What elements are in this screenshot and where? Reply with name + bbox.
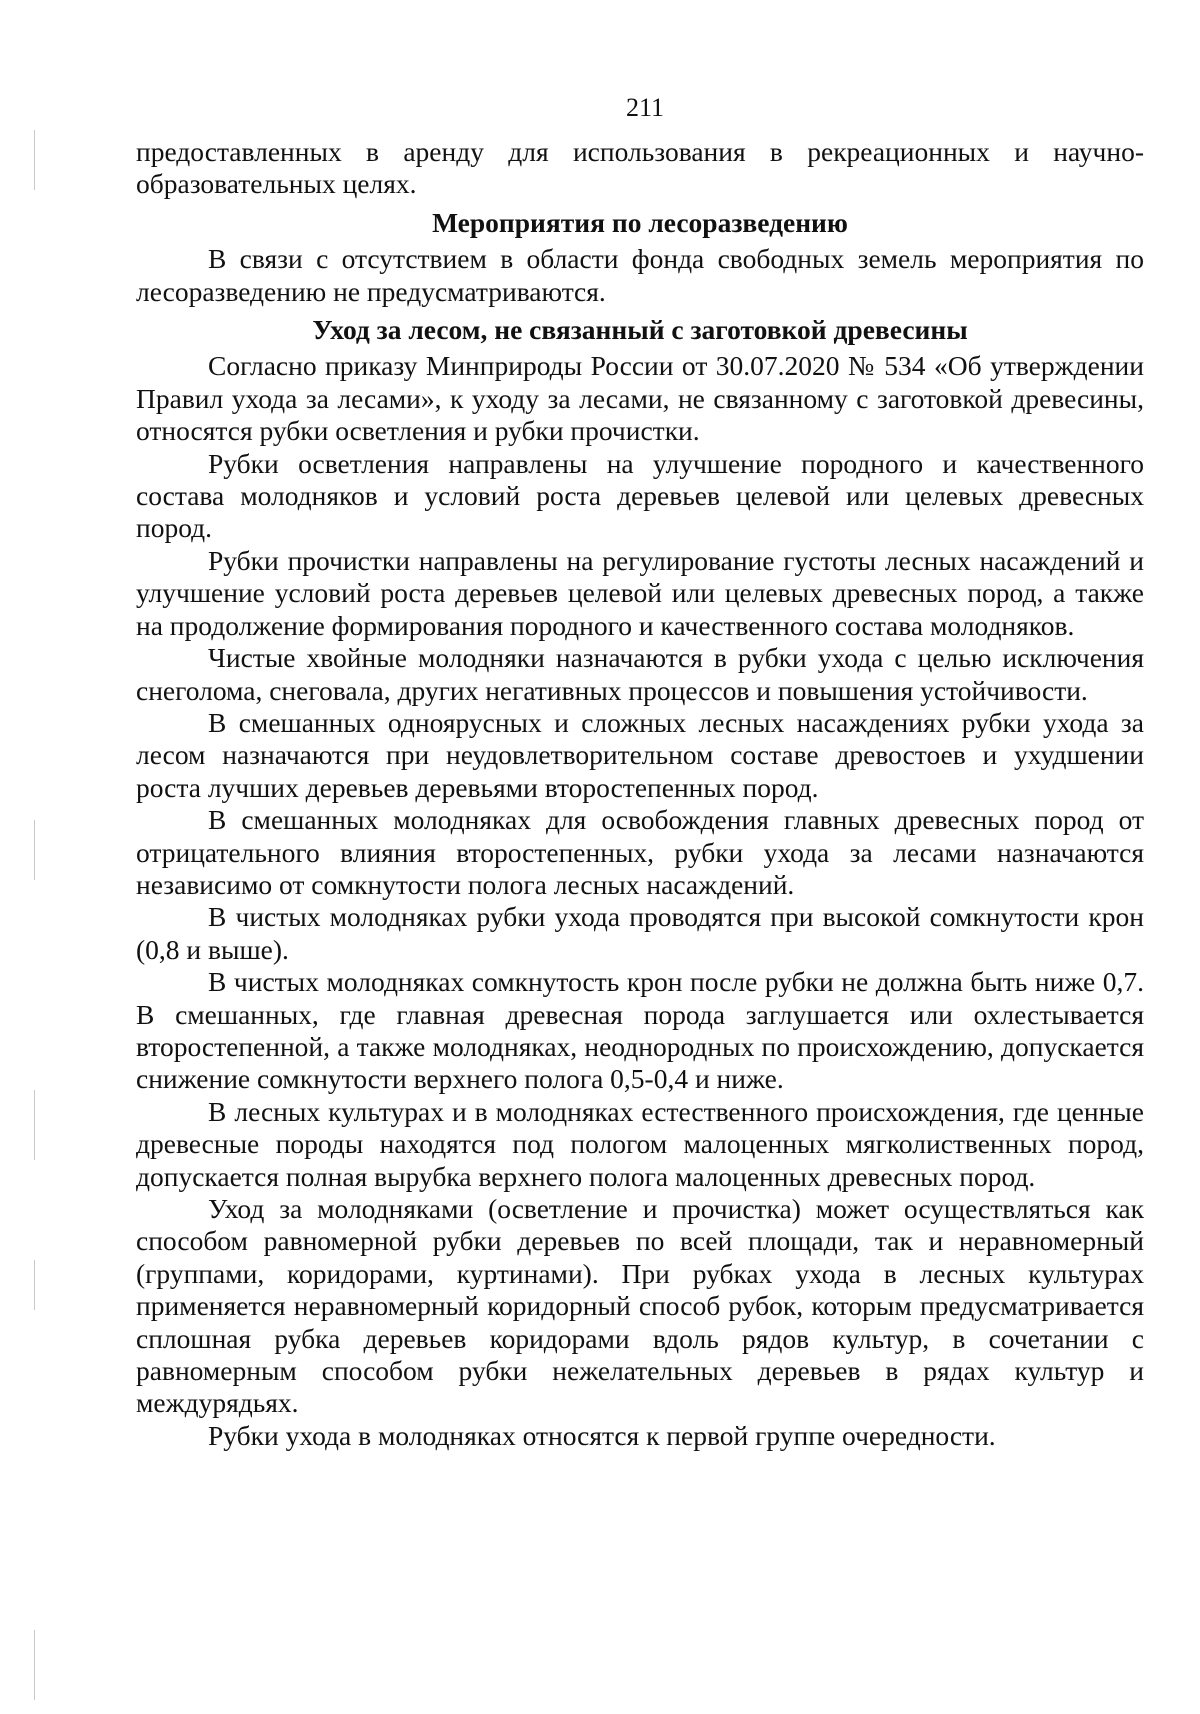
paragraph: Согласно приказу Минприроды России от 30.07.2020 № 534 «Об утверждении Правил ухода за лесами», к уходу за лесами, не связанному с заготовкой древесины, относятся рубки осветления и рубки прочистки.: [136, 350, 1144, 447]
scan-edge-mark: [34, 1090, 35, 1160]
paragraph: В чистых молодняках рубки ухода проводятся при высокой сомкнутости крон (0,8 и выше).: [136, 901, 1144, 965]
paragraph: В чистых молодняках сомкнутость крон после рубки не должна быть ниже 0,7. В смешанных, где главная древесная порода заглушается или охлестывается второстепенной, а также молодняках, неоднородных по происхождению, допускается снижение сомкнутости верхнего полога 0,5-0,4 и ниже.: [136, 966, 1144, 1095]
paragraph: Уход за молодняками (осветление и прочистка) может осуществляться как способом равномерной рубки деревьев по всей площади, так и неравномерный (группами, коридорами, куртинами). При рубках ухода в лесных культурах применяется неравномерный коридорный способ рубок, которым предусматривается сплошная рубка деревьев коридорами вдоль рядов культур, в сочетании с равномерным способом рубки нежелательных деревьев в рядах культур и междурядьях.: [136, 1193, 1144, 1419]
page-number: 211: [625, 93, 665, 122]
paragraph: В лесных культурах и в молодняках естественного происхождения, где ценные древесные породы находятся под пологом малоценных мягколиственных пород, допускается полная вырубка верхнего полога малоценных древесных пород.: [136, 1095, 1144, 1192]
paragraph: В смешанных одноярусных и сложных лесных насаждениях рубки ухода за лесом назначаются при неудовлетворительном составе древостоев и ухудшении роста лучших деревьев деревьями второстепенных пород.: [136, 706, 1144, 803]
paragraph: В смешанных молодняках для освобождения главных древесных пород от отрицательного влияния второстепенных, рубки ухода за лесами назначаются независимо от сомкнутости полога лесных насаждений.: [136, 804, 1144, 900]
scan-edge-mark: [34, 820, 35, 880]
section-heading: Уход за лесом, не связанный с заготовкой древесины: [312, 314, 968, 346]
paragraph: предоставленных в аренду для использования в рекреационных и научно-образовательных целях.: [136, 136, 1144, 200]
paragraph: Рубки прочистки направлены на регулирование густоты лесных насаждений и улучшение условий роста деревьев целевой или целевых древесных пород, а также на продолжение формирования породного и качественного состава молодняков.: [136, 544, 1144, 641]
scan-edge-mark: [34, 1630, 35, 1700]
document-body: [136, 136, 1144, 1452]
paragraph: В связи с отсутствием в области фонда свободных земель мероприятия по лесоразведению не предусматриваются.: [136, 243, 1144, 307]
paragraph: Рубки осветления направлены на улучшение породного и качественного состава молодняков и условий роста деревьев целевой или целевых древесных пород.: [136, 447, 1144, 544]
section-heading: Мероприятия по лесоразведению: [432, 206, 848, 238]
scan-edge-mark: [34, 130, 35, 190]
paragraph: Чистые хвойные молодняки назначаются в рубки ухода с целью исключения снеголома, снеговала, других негативных процессов и повышения устойчивости.: [136, 642, 1144, 706]
paragraph: Рубки ухода в молодняках относятся к первой группе очередности.: [208, 1419, 996, 1451]
scan-edge-mark: [34, 1260, 35, 1310]
